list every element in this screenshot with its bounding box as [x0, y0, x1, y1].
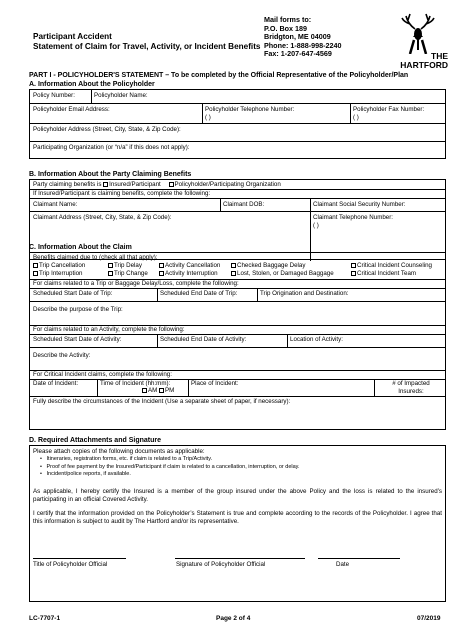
activity-describe-field[interactable]: Describe the Activity: [33, 352, 91, 359]
party-claiming-row [33, 181, 281, 189]
section-c-table [29, 252, 446, 430]
checkbox[interactable] [33, 263, 38, 268]
checkbox[interactable] [351, 271, 356, 276]
section-d-title: D. Required Attachments and Signature [29, 437, 161, 444]
am-checkbox[interactable] [142, 388, 147, 393]
page-number: Page 2 of 4 [216, 615, 251, 622]
option-trip-delay[interactable]: Trip Delay [108, 262, 142, 270]
form-title-line1: Participant Accident [33, 32, 112, 41]
section-c-title: C. Information About the Claim [29, 244, 132, 251]
claimant-dob-field[interactable]: Claimant DOB: [223, 201, 265, 208]
sig-date-field[interactable]: Date [336, 561, 350, 568]
mail-line: Phone: 1-888-998-2240 [264, 40, 342, 50]
mail-line: Bridgton, ME 04009 [264, 32, 331, 42]
impacted-label-1: # of Impacted [392, 380, 430, 387]
option-trip-interruption[interactable]: Trip Interruption [33, 270, 82, 278]
checkbox[interactable] [159, 271, 164, 276]
hartford-logo [388, 10, 448, 72]
checkbox[interactable] [108, 263, 113, 268]
stag-icon [388, 10, 448, 54]
claimant-phone-field[interactable]: Claimant Telephone Number: [313, 214, 394, 221]
benefits-due-label: Benefits claimed due to (check all that apply): [33, 254, 158, 261]
checkbox[interactable] [159, 263, 164, 268]
part1-heading: PART I - POLICYHOLDER'S STATEMENT – To be completed by the Official Representative of the Policyholder/Plan [29, 72, 409, 79]
insured-checkbox[interactable] [103, 182, 108, 187]
claimant-name-field[interactable]: Claimant Name: [33, 201, 78, 208]
policyholder-fax-field[interactable]: Policyholder Fax Number: [353, 106, 425, 113]
incident-place-field[interactable]: Place of Incident: [191, 380, 239, 387]
policy-number-field[interactable]: Policy Number: [33, 92, 75, 99]
trip-claims-note: For claims related to a Trip or Baggage Delay/Loss, complete the following: [33, 280, 239, 287]
claimant-address-field[interactable]: Claimant Address (Street, City, State, & Zip Code): [33, 214, 172, 221]
policyholder-checkbox[interactable] [169, 182, 174, 187]
checkbox[interactable] [108, 271, 113, 276]
claimant-phone-paren: ( ) [313, 222, 319, 229]
activity-start-field[interactable]: Scheduled Start Date of Activity: [33, 336, 122, 343]
option-critical-incident-counseling[interactable]: Critical Incident Counseling [351, 262, 432, 270]
checkbox[interactable] [33, 271, 38, 276]
claimant-ssn-field[interactable]: Claimant Social Security Number: [313, 201, 406, 208]
pm-checkbox[interactable] [159, 388, 164, 393]
incident-date-field[interactable]: Date of Incident: [33, 380, 79, 387]
attach-intro: Please attach copies of the following documents as applicable: [33, 448, 205, 455]
certification-2: I certify that the information provided on the Policyholder’s Statement is true and complete according to the records of the Policyholder. I agree that this information is subject to audit by The Hartford and/or its representative. [33, 510, 442, 525]
sig-signature-field[interactable]: Signature of Policyholder Official [176, 561, 266, 568]
insured-option-label: Insured/Participant [109, 181, 161, 188]
checkbox[interactable] [231, 263, 236, 268]
fax-paren: ( ) [353, 114, 359, 121]
logo-hartford: HARTFORD [400, 60, 448, 70]
logo-wordmark [388, 52, 448, 70]
section-b-title: B. Information About the Party Claiming Benefits [29, 171, 192, 178]
section-d-box [29, 445, 446, 602]
trip-end-field[interactable]: Scheduled End Date of Trip: [160, 290, 238, 297]
trip-purpose-field[interactable]: Describe the purpose of the Trip: [33, 306, 123, 313]
participating-org-field[interactable]: Participating Organization (or “n/a” if this does not apply): [33, 144, 190, 151]
am-pm-row [142, 387, 174, 395]
if-insured-note: If Insured/Participant is claiming benefits, complete the following: [33, 190, 211, 197]
trip-start-field[interactable]: Scheduled Start Date of Trip: [33, 290, 113, 297]
attach-bullet: • Itineraries, registration forms, etc. if claim is related to a Trip/Activity. [40, 456, 213, 462]
section-a-table [29, 89, 446, 159]
option-critical-incident-team[interactable]: Critical Incident Team [351, 270, 416, 278]
policyholder-email-field[interactable]: Policyholder Email Address: [33, 106, 110, 113]
activity-location-field[interactable]: Location of Activity: [290, 336, 343, 343]
option-trip-cancellation[interactable]: Trip Cancellation [33, 262, 85, 270]
impacted-label-2: Insureds: [398, 387, 424, 395]
pm-label: PM [165, 387, 175, 394]
incident-describe-field[interactable]: Fully describe the circumstances of the Incident (Use a separate sheet of paper, if necessary): [33, 398, 291, 405]
attach-bullet: • Incident/police reports, if available. [40, 471, 131, 477]
activity-claims-note: For claims related to an Activity, complete the following: [33, 326, 185, 333]
mailing-info [264, 16, 342, 59]
policyholder-option-label: Policyholder/Participating Organization [174, 181, 281, 188]
sig-title-field[interactable]: Title of Policyholder Official [33, 561, 108, 568]
mail-line: Fax: 1-207-647-4569 [264, 49, 332, 59]
policyholder-phone-field[interactable]: Policyholder Telephone Number: [205, 106, 295, 113]
am-label: AM [148, 387, 158, 394]
incident-claims-note: For Critical Incident claims, complete the following: [33, 371, 172, 378]
mail-line: Mail forms to: [264, 15, 312, 24]
option-activity-interruption[interactable]: Activity Interruption [159, 270, 218, 278]
impacted-insureds-field[interactable] [380, 380, 442, 395]
mail-line: P.O. Box 189 [264, 23, 308, 33]
option-lost-baggage[interactable]: Lost, Stolen, or Damaged Baggage [231, 270, 334, 278]
form-title [33, 32, 260, 52]
option-activity-cancellation[interactable]: Activity Cancellation [159, 262, 220, 270]
party-claiming-label: Party claiming benefits is [33, 181, 102, 188]
logo-the: THE [431, 51, 448, 61]
checkbox[interactable] [231, 271, 236, 276]
incident-time-field[interactable]: Time of Incident (hh:mm): [100, 380, 171, 387]
option-checked-baggage-delay[interactable]: Checked Baggage Delay [231, 262, 305, 270]
option-trip-change[interactable]: Trip Change [108, 270, 148, 278]
certification-1: As applicable, I hereby certify the Insured is a member of the group insured under the above Policy and the loss is related to the insured’s participating in an official Covered Activity. [33, 488, 442, 503]
form-date: 07/2019 [417, 615, 441, 622]
trip-origin-field[interactable]: Trip Origination and Destination: [260, 290, 349, 297]
checkbox[interactable] [351, 263, 356, 268]
form-title-line2: Statement of Claim for Travel, Activity, or Incident Benefits [33, 42, 261, 51]
attach-bullet: • Proof of fee payment by the Insured/Participant if claim is related to a cancellation, interruption, or delay. [40, 463, 300, 470]
activity-end-field[interactable]: Scheduled End Date of Activity: [160, 336, 247, 343]
form-id: LC-7707-1 [29, 615, 61, 622]
policyholder-name-field[interactable]: Policyholder Name: [94, 92, 148, 99]
policyholder-address-field[interactable]: Policyholder Address (Street, City, State, & Zip Code): [33, 126, 181, 133]
phone-paren: ( ) [205, 114, 211, 121]
section-a-title: A. Information About the Policyholder [29, 81, 155, 88]
